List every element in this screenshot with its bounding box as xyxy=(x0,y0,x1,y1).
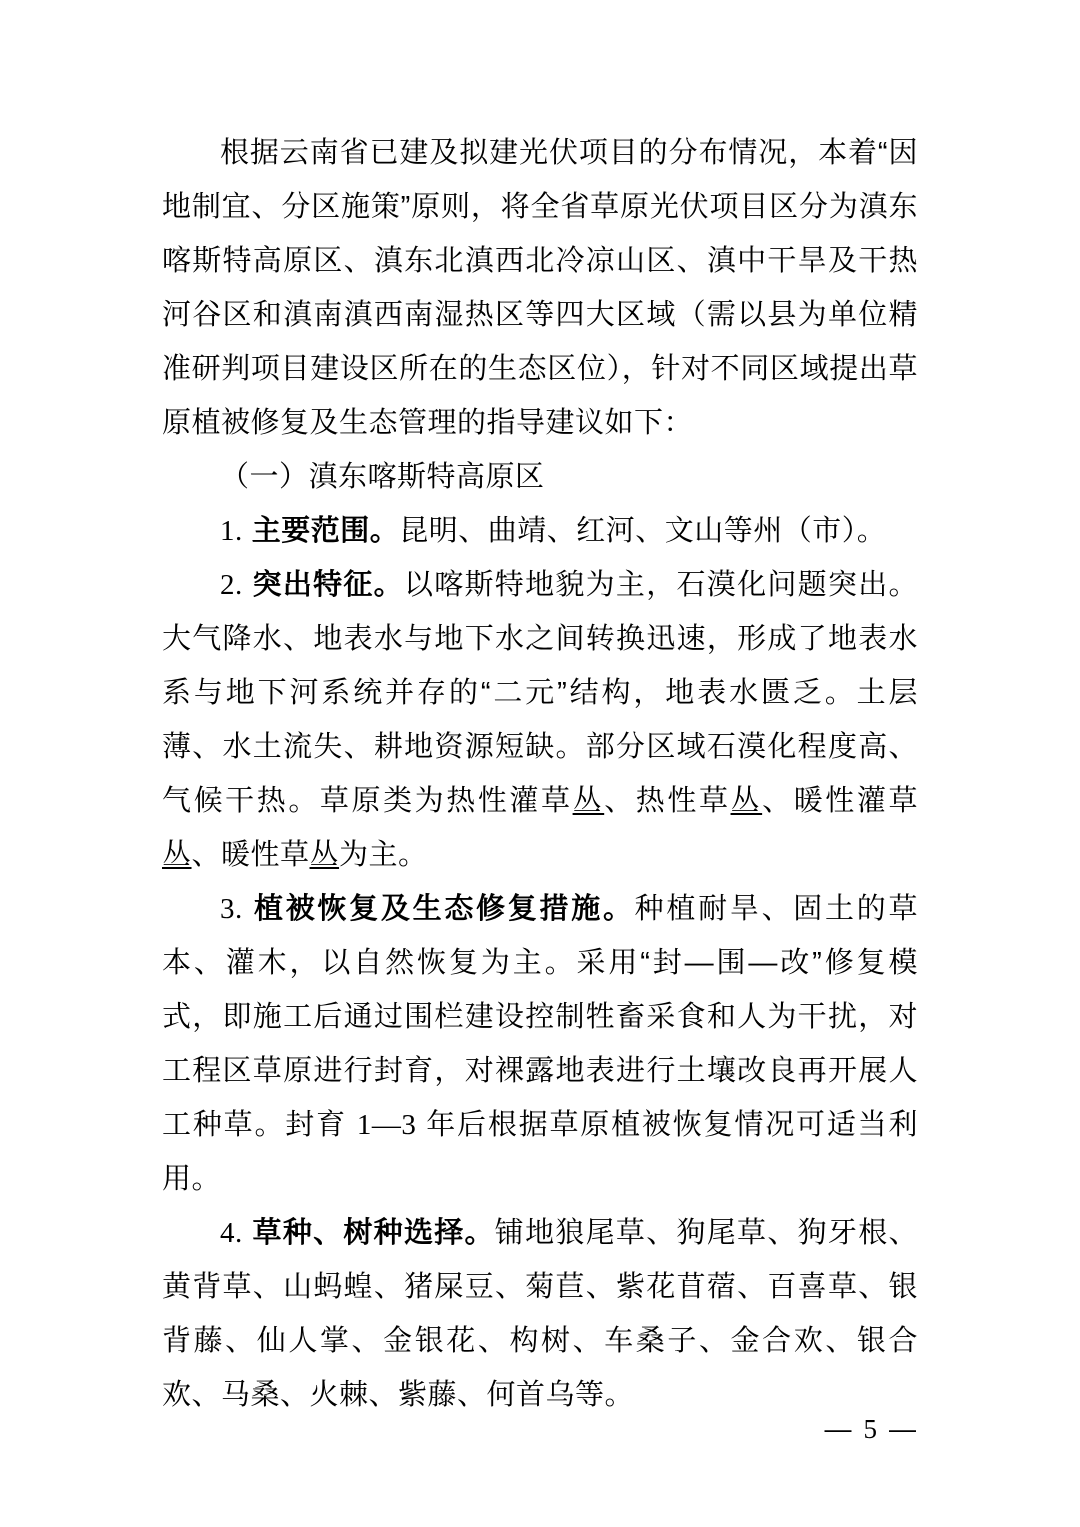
text-run-normal: 根据云南省已建及拟建光伏项目的分布情况，本着“因地制宜、分区施策”原则，将全省草原光伏项目区分为滇东喀斯特高原区、滇东北滇西北冷凉山区、滇中干旱及干热河谷区和滇南滇西南湿热区等四大区域（需以县为单位精准研判项目建设区所在的生态区位），针对不同区域提出草原植被修复及生态管理的指导建议如下： xyxy=(162,137,918,439)
text-run-normal: 、暖性灌草 xyxy=(762,785,918,817)
text-run-bold: 草种、树种选择。 xyxy=(251,1217,495,1249)
item-1-main-scope xyxy=(162,504,918,558)
page-number: 5 xyxy=(863,1414,879,1444)
item-3-restoration-measures xyxy=(162,882,918,1206)
page-footer xyxy=(825,1412,919,1446)
text-run-normal: 为主。 xyxy=(339,839,428,871)
text-run-num: 2. xyxy=(220,569,243,601)
text-run-underline: 丛 xyxy=(572,785,605,817)
section-heading-1 xyxy=(162,450,918,504)
text-run-normal: 昆明、曲靖、红河、文山等州（市）。 xyxy=(399,515,887,547)
footer-left-dash: — xyxy=(824,1414,854,1444)
text-run-normal: 、热性草 xyxy=(604,785,731,817)
item-4-species-selection xyxy=(162,1206,918,1422)
text-run-num: 3. xyxy=(220,893,243,925)
text-run-num: 1—3 xyxy=(356,1109,417,1141)
text-run-bold: 主要范围。 xyxy=(251,515,400,547)
text-run-bold: 突出特征。 xyxy=(251,569,404,601)
text-run-underline: 丛 xyxy=(162,839,192,871)
item-2-key-features xyxy=(162,558,918,882)
text-run-underline: 丛 xyxy=(730,785,763,817)
footer-right-dash: — xyxy=(889,1414,918,1444)
text-run-normal: 种植耐旱、固土的草本、灌木，以自然恢复为主。采用“封—围—改”修复模式，即施工后通过围栏建设控制牲畜采食和人为干扰，对工程区草原进行封育，对裸露地表进行土壤改良再开展人工种草。封育 xyxy=(162,893,918,1141)
text-run-underline: 丛 xyxy=(309,839,340,871)
text-run-normal: 以喀斯特地貌为主，石漠化问题突出。大气降水、地表水与地下水之间转换迅速，形成了地表水系与地下河系统并存的“二元”结构，地表水匮乏。土层薄、水土流失、耕地资源短缺。部分区域石漠化程度高、气候干热。草原类为热性灌草 xyxy=(162,569,918,817)
document-body xyxy=(162,126,918,1422)
text-run-bold: 植被恢复及生态修复措施。 xyxy=(251,893,635,925)
text-run-normal: 铺地狼尾草、狗尾草、狗牙根、黄背草、山蚂蝗、猪屎豆、菊苣、紫花苜蓿、百喜草、银背藤、仙人掌、金银花、构树、车桑子、金合欢、银合欢、马桑、火棘、紫藤、何首乌等。 xyxy=(162,1217,918,1411)
text-run-normal: 年后根据草原植被恢复情况可适当利用。 xyxy=(162,1109,919,1195)
text-run-normal: 、暖性草 xyxy=(191,839,310,871)
text-run-num: 4. xyxy=(220,1217,243,1249)
paragraph-intro xyxy=(162,126,918,450)
text-run-num: 1. xyxy=(220,515,243,547)
text-run-normal: （一）滇东喀斯特高原区 xyxy=(220,461,545,493)
